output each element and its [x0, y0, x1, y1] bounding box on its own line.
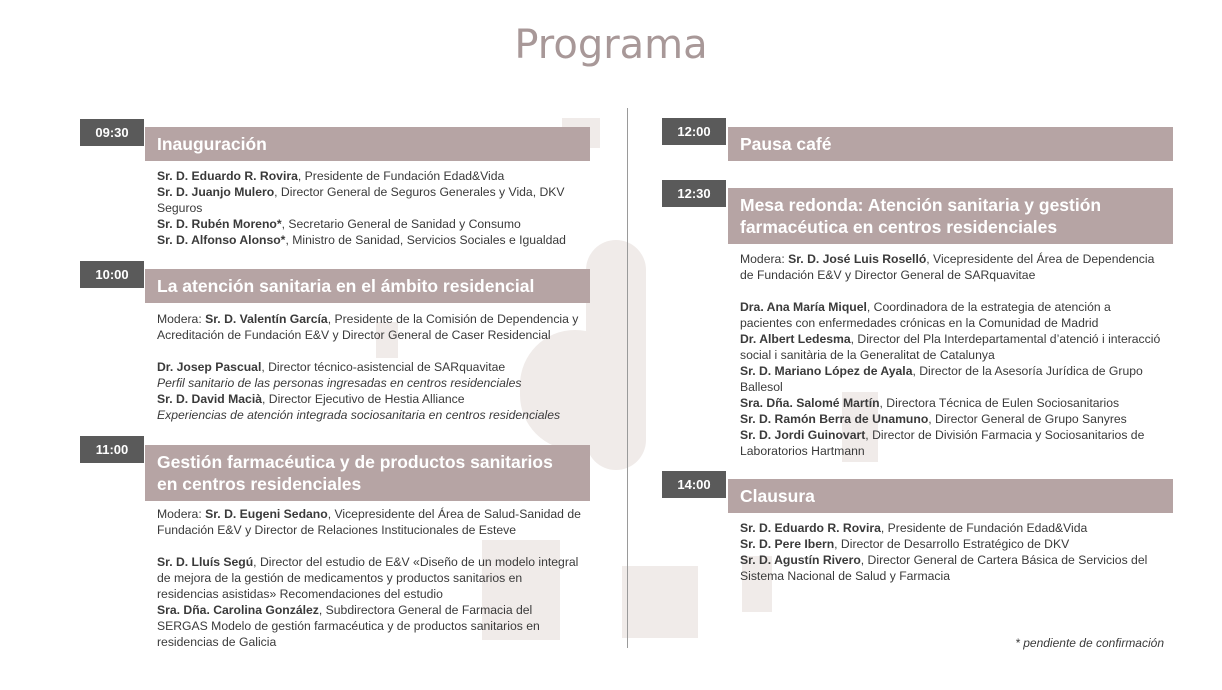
speaker-line: Sr. D. Eduardo R. Rovira, Presidente de Fundación Edad&Vida [157, 169, 505, 183]
session-title-text: Mesa redonda: Atención sanitaria y gestión [740, 195, 1102, 215]
session-speakers [157, 168, 577, 248]
session-title [145, 127, 590, 161]
session-title-text: La atención sanitaria en el ámbito residencial [157, 276, 535, 296]
speaker-line: Sr. D. Mariano López de Ayala, Director de la Asesoría Jurídica de Grupo Ballesol [740, 364, 1143, 394]
session-title-text: Clausura [740, 486, 815, 506]
moderator-line: Modera: Sr. D. Eugeni Sedano, Vicepresidente del Área de Salud-Sanidad de Fundación E&V y Director de Relaciones Institucionales de Esteve [157, 507, 581, 537]
speaker-line: Sra. Dña. Carolina González, Subdirectora General de Farmacia del SERGAS Modelo de gestión farmacéutica y de productos sanitarios en residencias de Galicia [157, 603, 540, 649]
speaker-line: Dra. Ana María Miquel, Coordinadora de la estrategia de atención a pacientes con enfermedades crónicas en la Comunidad de Madrid [740, 300, 1111, 330]
speaker-line: Sr. D. Alfonso Alonso*, Ministro de Sanidad, Servicios Sociales e Igualdad [157, 233, 566, 247]
session-time: 12:00 [662, 118, 726, 145]
footnote: * pendiente de confirmación [1015, 636, 1164, 650]
session-title-text: Inauguración [157, 134, 267, 154]
session-speakers [740, 520, 1165, 584]
speaker-line: Sr. D. Ramón Berra de Unamuno, Director General de Grupo Sanyres [740, 412, 1127, 426]
session-title [728, 127, 1173, 161]
speaker-line: Sr. D. Rubén Moreno*, Secretario General de Sanidad y Consumo [157, 217, 521, 231]
speaker-line: Sr. D. Lluís Segú, Director del estudio de E&V «Diseño de un modelo integral de mejora de la gestión de medicamentos y productos sanitarios en residencias asistidas» Recomendaciones del estudio [157, 555, 579, 601]
column-divider [627, 108, 628, 648]
session-time: 10:00 [80, 261, 144, 288]
session-title [728, 188, 1173, 244]
speaker-line: Sr. D. Agustín Rivero, Director General de Cartera Básica de Servicios del Sistema Nacional de Salud y Farmacia [740, 553, 1148, 583]
session-title-text: Gestión farmacéutica y de productos sanitarios [157, 452, 553, 472]
session-time: 12:30 [662, 180, 726, 207]
session-speakers [740, 251, 1165, 459]
session-title [145, 269, 590, 303]
session-speakers [157, 506, 582, 650]
session-title [145, 445, 590, 501]
session-time: 09:30 [80, 119, 144, 146]
speaker-line: Sr. D. Eduardo R. Rovira, Presidente de Fundación Edad&Vida [740, 521, 1088, 535]
speaker-line: Sr. D. David Macià, Director Ejecutivo de Hestia Alliance [157, 392, 465, 406]
speaker-line: Dr. Josep Pascual, Director técnico-asistencial de SARquavitae [157, 360, 506, 374]
decorative-ampersand-shape [622, 566, 698, 638]
speaker-line: Sr. D. Pere Ibern, Director de Desarrollo Estratégico de DKV [740, 537, 1070, 551]
moderator-line: Modera: Sr. D. Valentín García, Presidente de la Comisión de Dependencia y Acreditación de Fundación E&V y Director General de Caser Residencial [157, 312, 579, 342]
session-title-text: en centros residenciales [157, 474, 362, 494]
speaker-line: Sr. D. Jordi Guinovart, Director de División Farmacia y Sociosanitarios de Laboratorios Hartmann [740, 428, 1145, 458]
moderator-line: Modera: Sr. D. José Luis Roselló, Vicepresidente del Área de Dependencia de Fundación E&V y Director General de SARquavitae [740, 252, 1155, 282]
session-time: 14:00 [662, 471, 726, 498]
speaker-line: Sra. Dña. Salomé Martín, Directora Técnica de Eulen Sociosanitarios [740, 396, 1120, 410]
session-speakers [157, 311, 582, 423]
session-title-text: Pausa café [740, 134, 832, 154]
speaker-topic: Experiencias de atención integrada sociosanitaria en centros residenciales [157, 408, 561, 422]
session-title-text: farmacéutica en centros residenciales [740, 217, 1058, 237]
speaker-topic: Perfil sanitario de las personas ingresadas en centros residenciales [157, 376, 522, 390]
speaker-line: Sr. D. Juanjo Mulero, Director General de Seguros Generales y Vida, DKV Seguros [157, 185, 565, 215]
speaker-line: Dr. Albert Ledesma, Director del Pla Interdepartamental d’atenció i interacció social i sanitària de la Generalitat de Catalunya [740, 332, 1161, 362]
session-title [728, 479, 1173, 513]
session-time: 11:00 [80, 436, 144, 463]
page-title: Programa [514, 22, 708, 68]
